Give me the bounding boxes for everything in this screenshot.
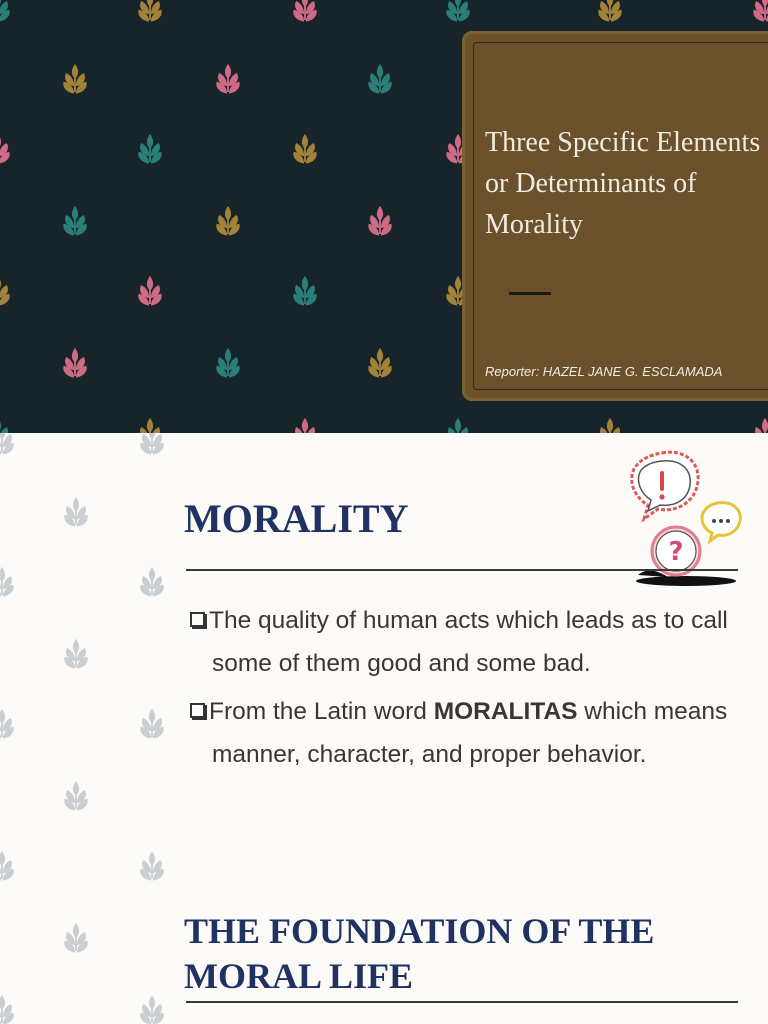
leaf-icon (139, 419, 162, 433)
leaf-icon (0, 419, 9, 433)
presentation-title: Three Specific Elements or Determinants of Morality (485, 127, 761, 240)
leaf-icon (369, 349, 392, 378)
foundation-heading: THE FOUNDATION OF THE MORAL LIFE (184, 911, 655, 996)
question-icon (652, 527, 700, 575)
leaf-icon (141, 433, 164, 454)
leaf-icon (139, 0, 162, 21)
checkbox-bullet-icon (190, 703, 205, 718)
morality-heading: MORALITY (184, 496, 409, 541)
leaf-icon (599, 419, 622, 433)
side-leaf-pattern (0, 433, 180, 1024)
leaf-icon (65, 640, 88, 669)
title-slide (0, 0, 768, 433)
leaf-icon (141, 568, 164, 597)
leaf-icon (64, 207, 87, 236)
leaf-icon (754, 0, 768, 21)
foundation-underline (186, 1001, 738, 1003)
leaf-icon (754, 419, 768, 433)
morality-slide (0, 433, 768, 1024)
speech-bubbles-graphic (618, 447, 748, 587)
checkbox-bullet-icon (190, 612, 205, 627)
leaf-icon (0, 568, 13, 597)
leaf-icon (0, 135, 9, 164)
leaf-icon (599, 0, 622, 21)
leaf-icon (217, 349, 240, 378)
leaf-icon (294, 0, 317, 21)
leaf-icon (65, 924, 88, 953)
title-panel (462, 31, 768, 401)
leaf-icon (141, 710, 164, 739)
leaf-icon (217, 207, 240, 236)
leaf-icon (294, 277, 317, 306)
leaf-icon (217, 65, 240, 94)
leaf-icon (0, 277, 9, 306)
leaf-icon (294, 135, 317, 164)
leaf-icon (64, 349, 87, 378)
reporter-credit: Reporter: HAZEL JANE G. ESCLAMADA (485, 364, 723, 379)
svg-text:?: ? (668, 537, 684, 567)
ellipsis-icon (702, 503, 740, 541)
leaf-icon (447, 419, 470, 433)
leaf-icon (65, 498, 88, 527)
leaf-icon (0, 852, 13, 881)
leaf-icon (141, 852, 164, 881)
leaf-icon (447, 0, 470, 21)
leaf-icon (0, 996, 13, 1024)
leaf-icon (0, 710, 13, 739)
heading-underline (186, 569, 738, 571)
leaf-icon (294, 419, 317, 433)
leaf-icon (139, 277, 162, 306)
leaf-icon (0, 0, 9, 21)
exclamation-icon (632, 452, 698, 519)
leaf-icon (141, 996, 164, 1024)
leaf-icon (65, 782, 88, 811)
latin-term: MORALITAS (433, 698, 578, 725)
leaf-icon (139, 135, 162, 164)
leaf-icon (369, 65, 392, 94)
title-divider (509, 292, 551, 295)
leaf-icon (369, 207, 392, 236)
list-item: From the Latin word MORALITAS which means manner, character, and proper behavior. (190, 690, 760, 776)
definition-list (190, 599, 760, 781)
list-item: The quality of human acts which leads as to call some of them good and some bad. (190, 599, 760, 685)
leaf-icon (64, 65, 87, 94)
leaf-icon (0, 433, 13, 454)
